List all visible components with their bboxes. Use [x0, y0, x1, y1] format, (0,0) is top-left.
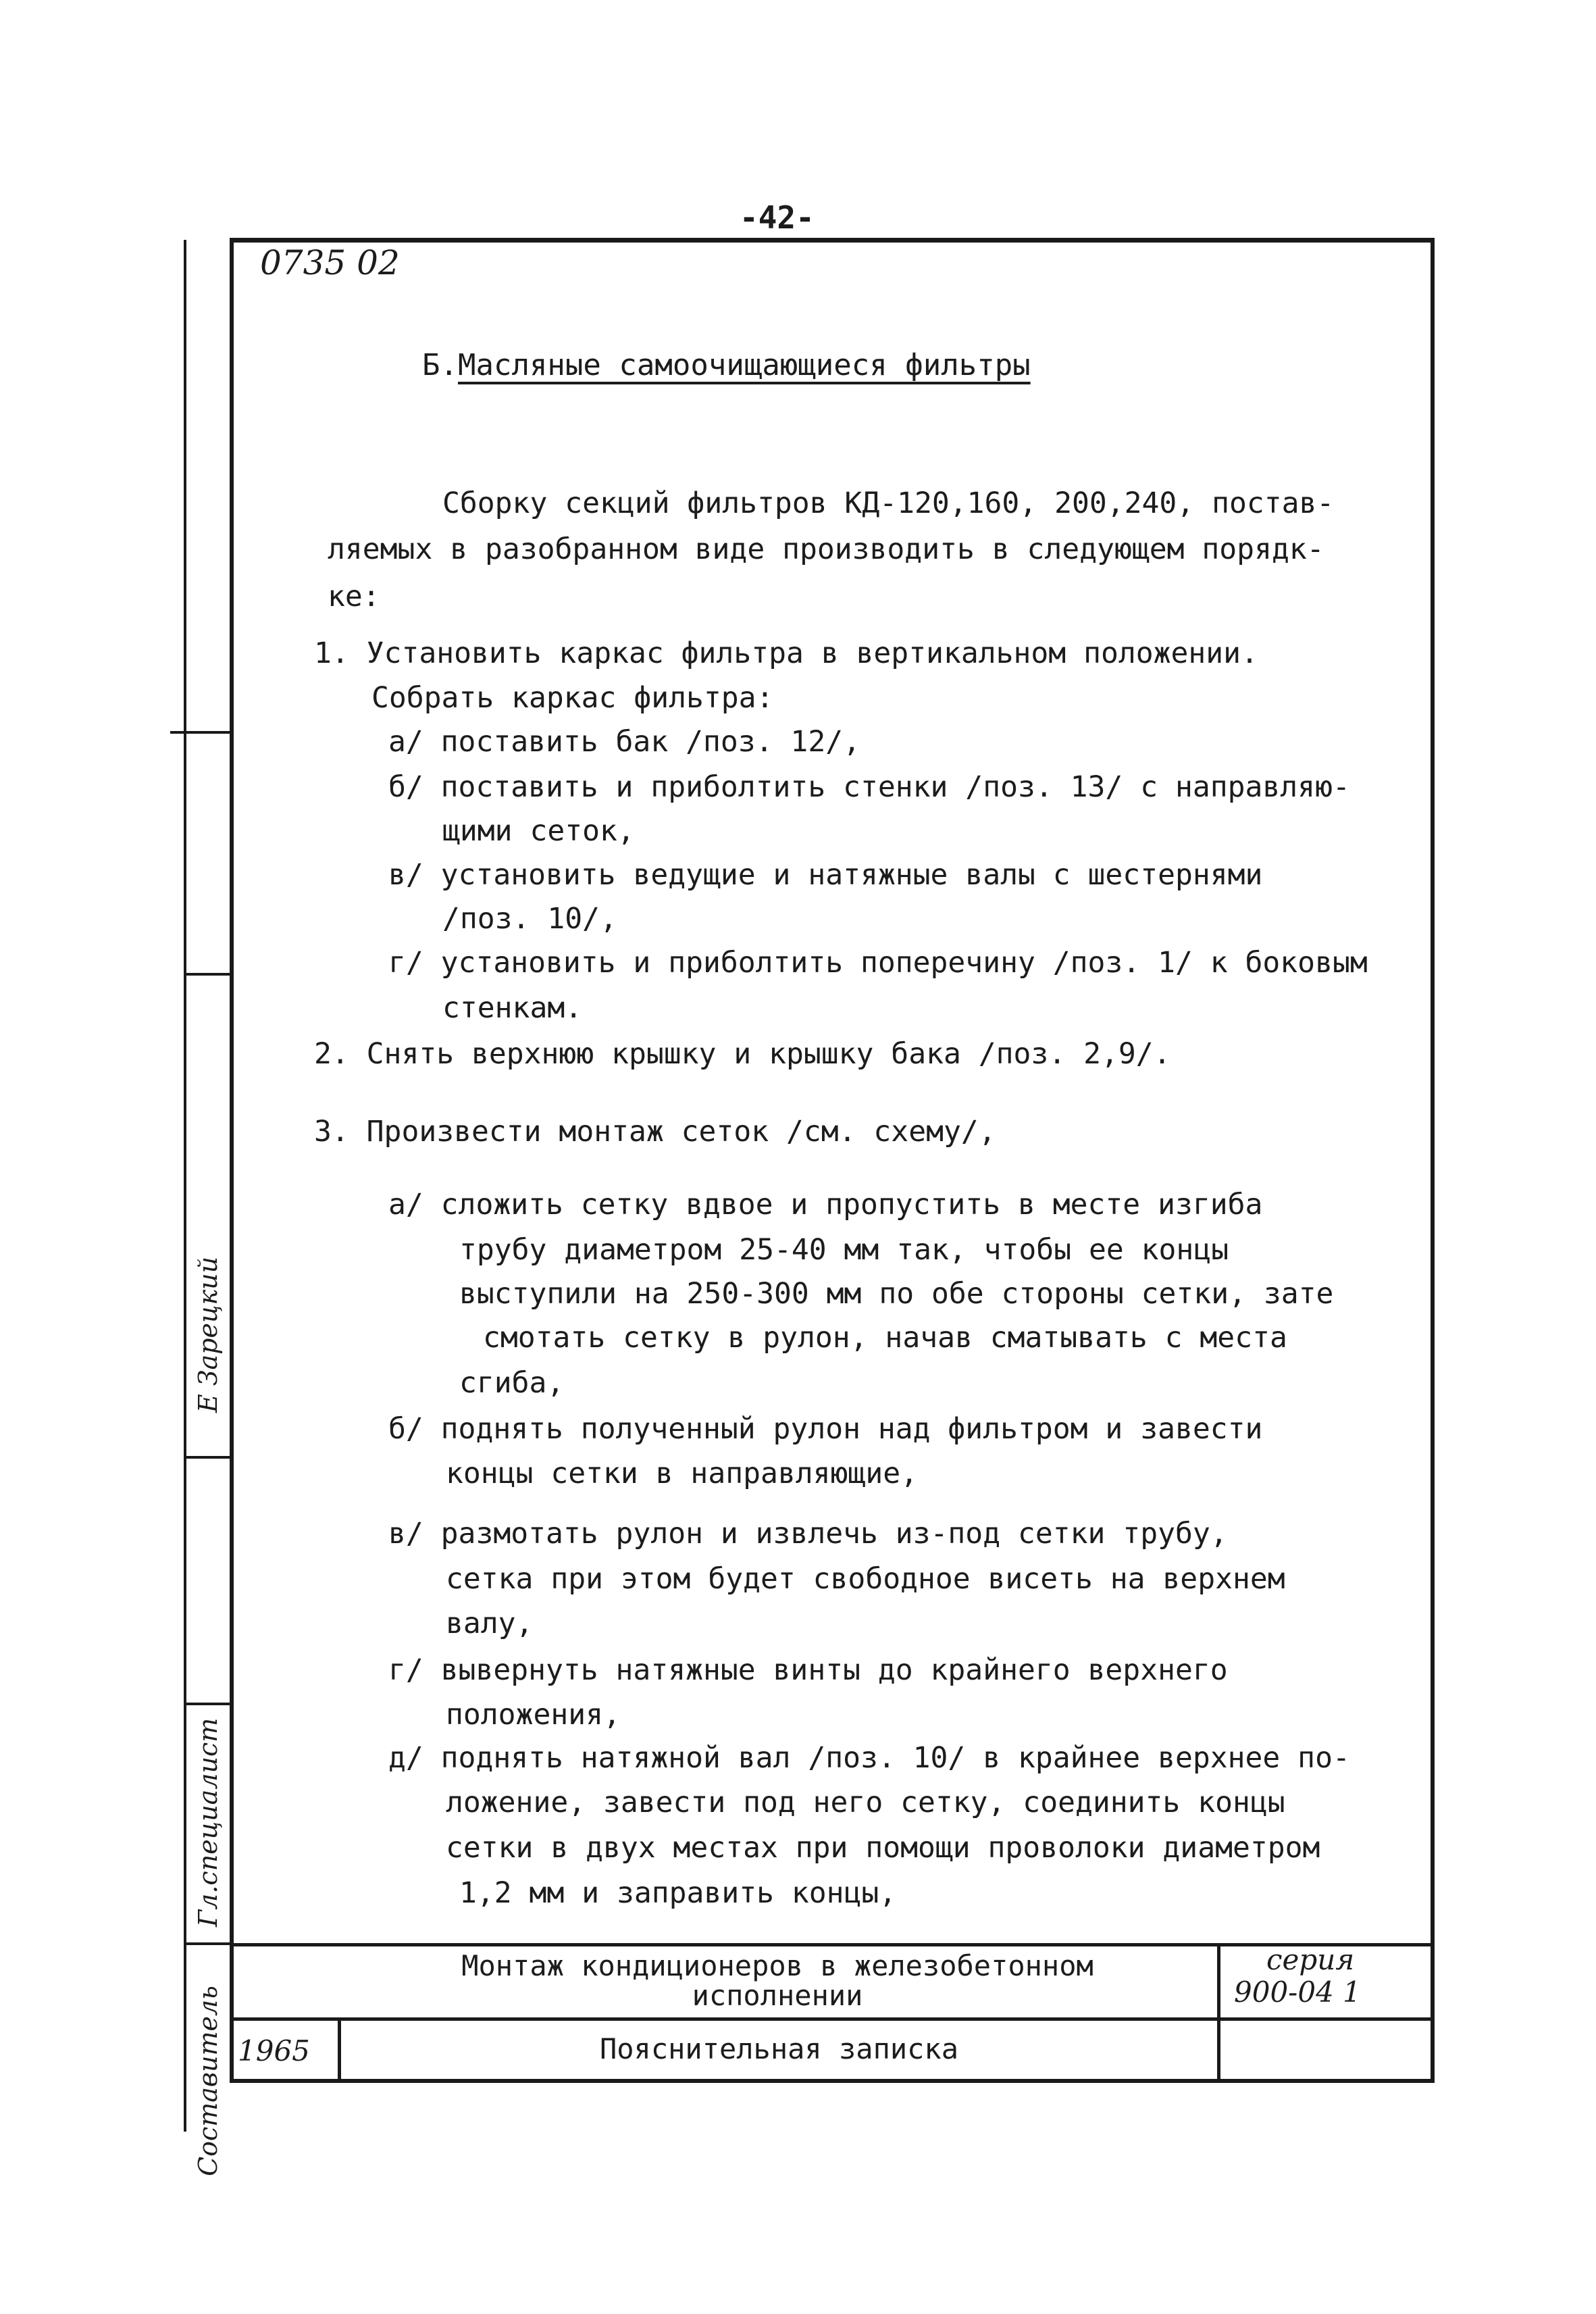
text-line: выступили на 250-300 мм по обе стороны сетки, зате [459, 1277, 1334, 1311]
text-line: в/ установить ведущие и натяжные валы с шестернями [388, 858, 1263, 892]
title-block [230, 1943, 1435, 2083]
text-line: сетки в двух местах при помощи проволоки диаметром [446, 1831, 1320, 1865]
text-line: в/ размотать рулон и извлечь из-под сетки трубу, [388, 1517, 1228, 1551]
project-title [338, 1951, 1217, 2011]
margin-tick [170, 731, 232, 734]
title-block-divider [1217, 1943, 1220, 2083]
text-line: г/ вывернуть натяжные винты до крайнего верхнего [388, 1653, 1228, 1687]
text-line: сгиба, [459, 1366, 565, 1400]
text-line: Собрать каркас фильтра: [371, 681, 774, 715]
text-line: щими сеток, [442, 814, 635, 848]
text-line: б/ поставить и приболтить стенки /поз. 13/ с направляю- [388, 770, 1350, 804]
text-line: /поз. 10/, [442, 902, 617, 936]
section-title: Масляные самоочищающиеся фильтры [457, 348, 1031, 382]
section-prefix: Б. [422, 348, 458, 382]
margin-cell-line [184, 1456, 232, 1459]
text-line: Сборку секций фильтров КД-120,160, 200,240, постав- [442, 486, 1335, 520]
margin-signature-2: Гл.специалист [193, 1717, 223, 1928]
text-line: а/ сложить сетку вдвое и пропустить в месте изгиба [388, 1188, 1263, 1222]
project-title-line-2: исполнении [692, 1979, 863, 2012]
text-line: трубу диаметром 25-40 мм так, чтобы ее концы [459, 1233, 1229, 1267]
text-line: 1,2 мм и заправить концы, [459, 1876, 897, 1910]
text-line: 1. Установить каркас фильтра в вертикальном положении. [314, 636, 1258, 670]
year: 1965 [238, 2034, 310, 2067]
text-line: сетка при этом будет свободное висеть на верхнем [446, 1562, 1285, 1596]
margin-signature-3: Составитель [193, 1986, 223, 2176]
project-title-line-1: Монтаж кондиционеров в железобетонном [461, 1949, 1093, 1982]
text-line: концы сетки в направляющие, [446, 1457, 918, 1490]
page-number: -42- [740, 199, 815, 236]
margin-cell-line [184, 1942, 232, 1945]
text-line: г/ установить и приболтить поперечину /поз. 1/ к боковым [388, 946, 1368, 980]
series-label: серия [1266, 1943, 1355, 1976]
text-line: положения, [446, 1698, 621, 1732]
text-line: а/ поставить бак /поз. 12/, [388, 725, 860, 759]
text-line: 2. Снять верхнюю крышку и крышку бака /поз. 2,9/. [314, 1037, 1171, 1071]
text-line: ложение, завести под него сетку, соединить концы [446, 1786, 1285, 1819]
series-value: 900-04 1 [1234, 1976, 1361, 2009]
section-heading [422, 348, 1031, 382]
document-name: Пояснительная записка [599, 2032, 958, 2065]
text-line: ке: [328, 580, 380, 613]
text-line: смотать сетку в рулон, начав сматывать с места [483, 1321, 1287, 1355]
text-line: ляемых в разобранном виде производить в следующем порядк- [328, 532, 1324, 566]
text-line: стенкам. [442, 991, 583, 1025]
text-line: д/ поднять натяжной вал /поз. 10/ в крайнее верхнее по- [388, 1741, 1350, 1775]
document-code: 0735 02 [260, 243, 400, 282]
margin-signature-strip [184, 240, 232, 2176]
margin-signature-1: Е Зарецкий [193, 1256, 223, 1413]
text-line: валу, [446, 1607, 534, 1640]
text-line: б/ поднять полученный рулон над фильтром и завести [388, 1412, 1263, 1446]
text-line: 3. Произвести монтаж сеток /см. схему/, [314, 1115, 996, 1149]
margin-cell-line [184, 973, 232, 976]
